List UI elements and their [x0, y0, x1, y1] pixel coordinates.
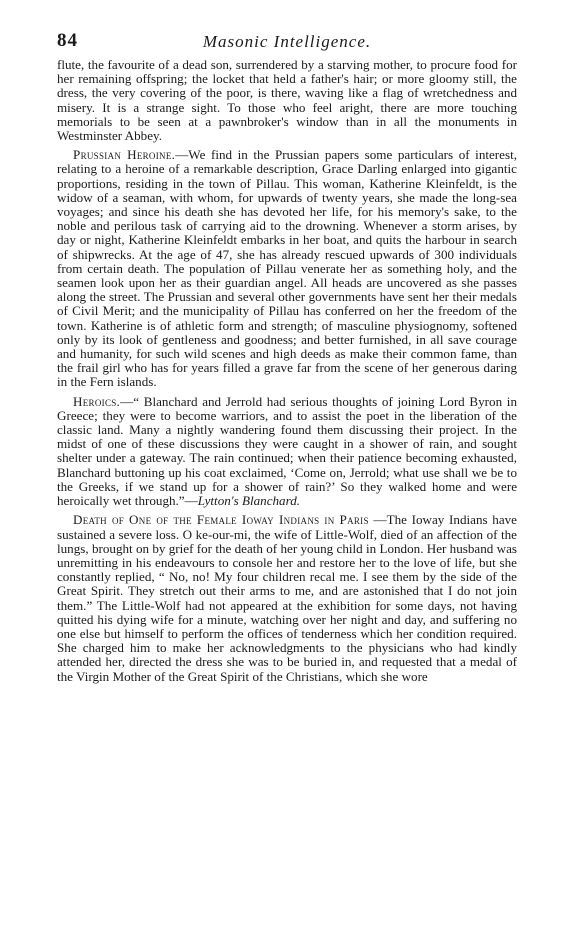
paragraph-prussian-heroine — [57, 148, 517, 389]
paragraph-pawnbroker — [57, 58, 517, 143]
paragraph-text: —We find in the Prussian papers some particulars of interest, relating to a heroine of a remarkable description, Grace Darling enlarged into gigantic proportions, residing in the town of Pillau. This woman, Katherine Kleinfeldt, is the widow of a seaman, with whom, for upwards of twenty years, she made the long-sea voyages; and since his death she has devoted her life, for his memory's sake, to the noble and perilous task of carrying aid to the drowning. Whenever a storm arises, by day or night, Katherine Kleinfeldt embarks in her boat, and quits the harbour in search of shipwrecks. At the age of 47, she has already rescued upwards of 300 individuals from certain death. The population of Pillau venerate her as something holy, and the seamen look upon her as their guardian angel. All heads are uncovered as she passes along the street. The Prussian and several other governments have sent her their medals of Civil Merit; and the municipality of Pillau has conferred on her the freedom of the town. Katherine is of athletic form and strength; of masculine physiognomy, softened only by its look of gentleness and goodness; and better furnished, in all save courage and humanity, for such wild scenes and high deeds as make their common fame, than the frail girl who has for years filled a grave far from the scene of her generous daring in the Fern islands. — [57, 147, 517, 390]
section-heading: Death of One of the Female Ioway Indians in Paris — [73, 512, 369, 528]
article-body — [57, 58, 517, 689]
paragraph-text: —“ Blanchard and Jerrold had serious thoughts of joining Lord Byron in Greece; they were to become warriors, and to assist the poet in the liberation of the classic land. Many a nightly wandering found them discussing their project. In the midst of one of these discussions they were caught in a shower of rain, and sought shelter under a gateway. The rain continued; when their patience becoming exhausted, Blanchard buttoning up his coat exclaimed, ‘Come on, Jerrold; what use shall we be to the Greeks, if we stand up for a shower of rain?’ So they walked home and were heroically wet through.”— — [57, 393, 517, 509]
paragraph-heroics — [57, 395, 517, 509]
section-heading: Prussian Heroine. — [73, 147, 176, 163]
paragraph-ioway-indians — [57, 513, 517, 683]
section-heading: Heroics. — [73, 393, 121, 409]
paragraph-text: —The Ioway Indians have sustained a severe loss. O ke-our-mi, the wife of Little-Wolf, died of an affection of the lungs, brought on by grief for the death of her young child in London. Her husband was unremitting in his endeavours to console her and restore her to the love of life, but she constantly replied, “ No, no! My four children recal me. I see them by the side of the Great Spirit. They stretch out their arms to me, and are astonished that I do not join them.” The Little-Wolf had not appeared at the exhibition for some days, not having quitted his dying wife for a minute, watching over her night and day, and suffering no one else but himself to perform the offices of tenderness which her condition required. She charged him to make her acknowledgments to the physicians who had kindly attended her, directed the dress she was to be buried in, and requested that a medal of the Virgin Mother of the Great Spirit of the Christians, which she wore — [57, 512, 517, 684]
running-title: Masonic Intelligence. — [202, 32, 372, 51]
page-header — [57, 30, 517, 54]
quote-source: Lytton's Blanchard. — [197, 493, 301, 509]
page-number: 84 — [57, 30, 78, 51]
paragraph-text: flute, the favourite of a dead son, surrendered by a starving mother, to procure food for her remaining offspring; the locket that held a father's hair; or more gloomy still, the dress, the very covering of the poor, is there, waving like a flag of wretchedness and misery. It is a strange sight. To those who feel aright, there are more touching memorials to be seen at a pawnbroker's window than in all the monuments in Westminster Abbey. — [57, 57, 517, 144]
